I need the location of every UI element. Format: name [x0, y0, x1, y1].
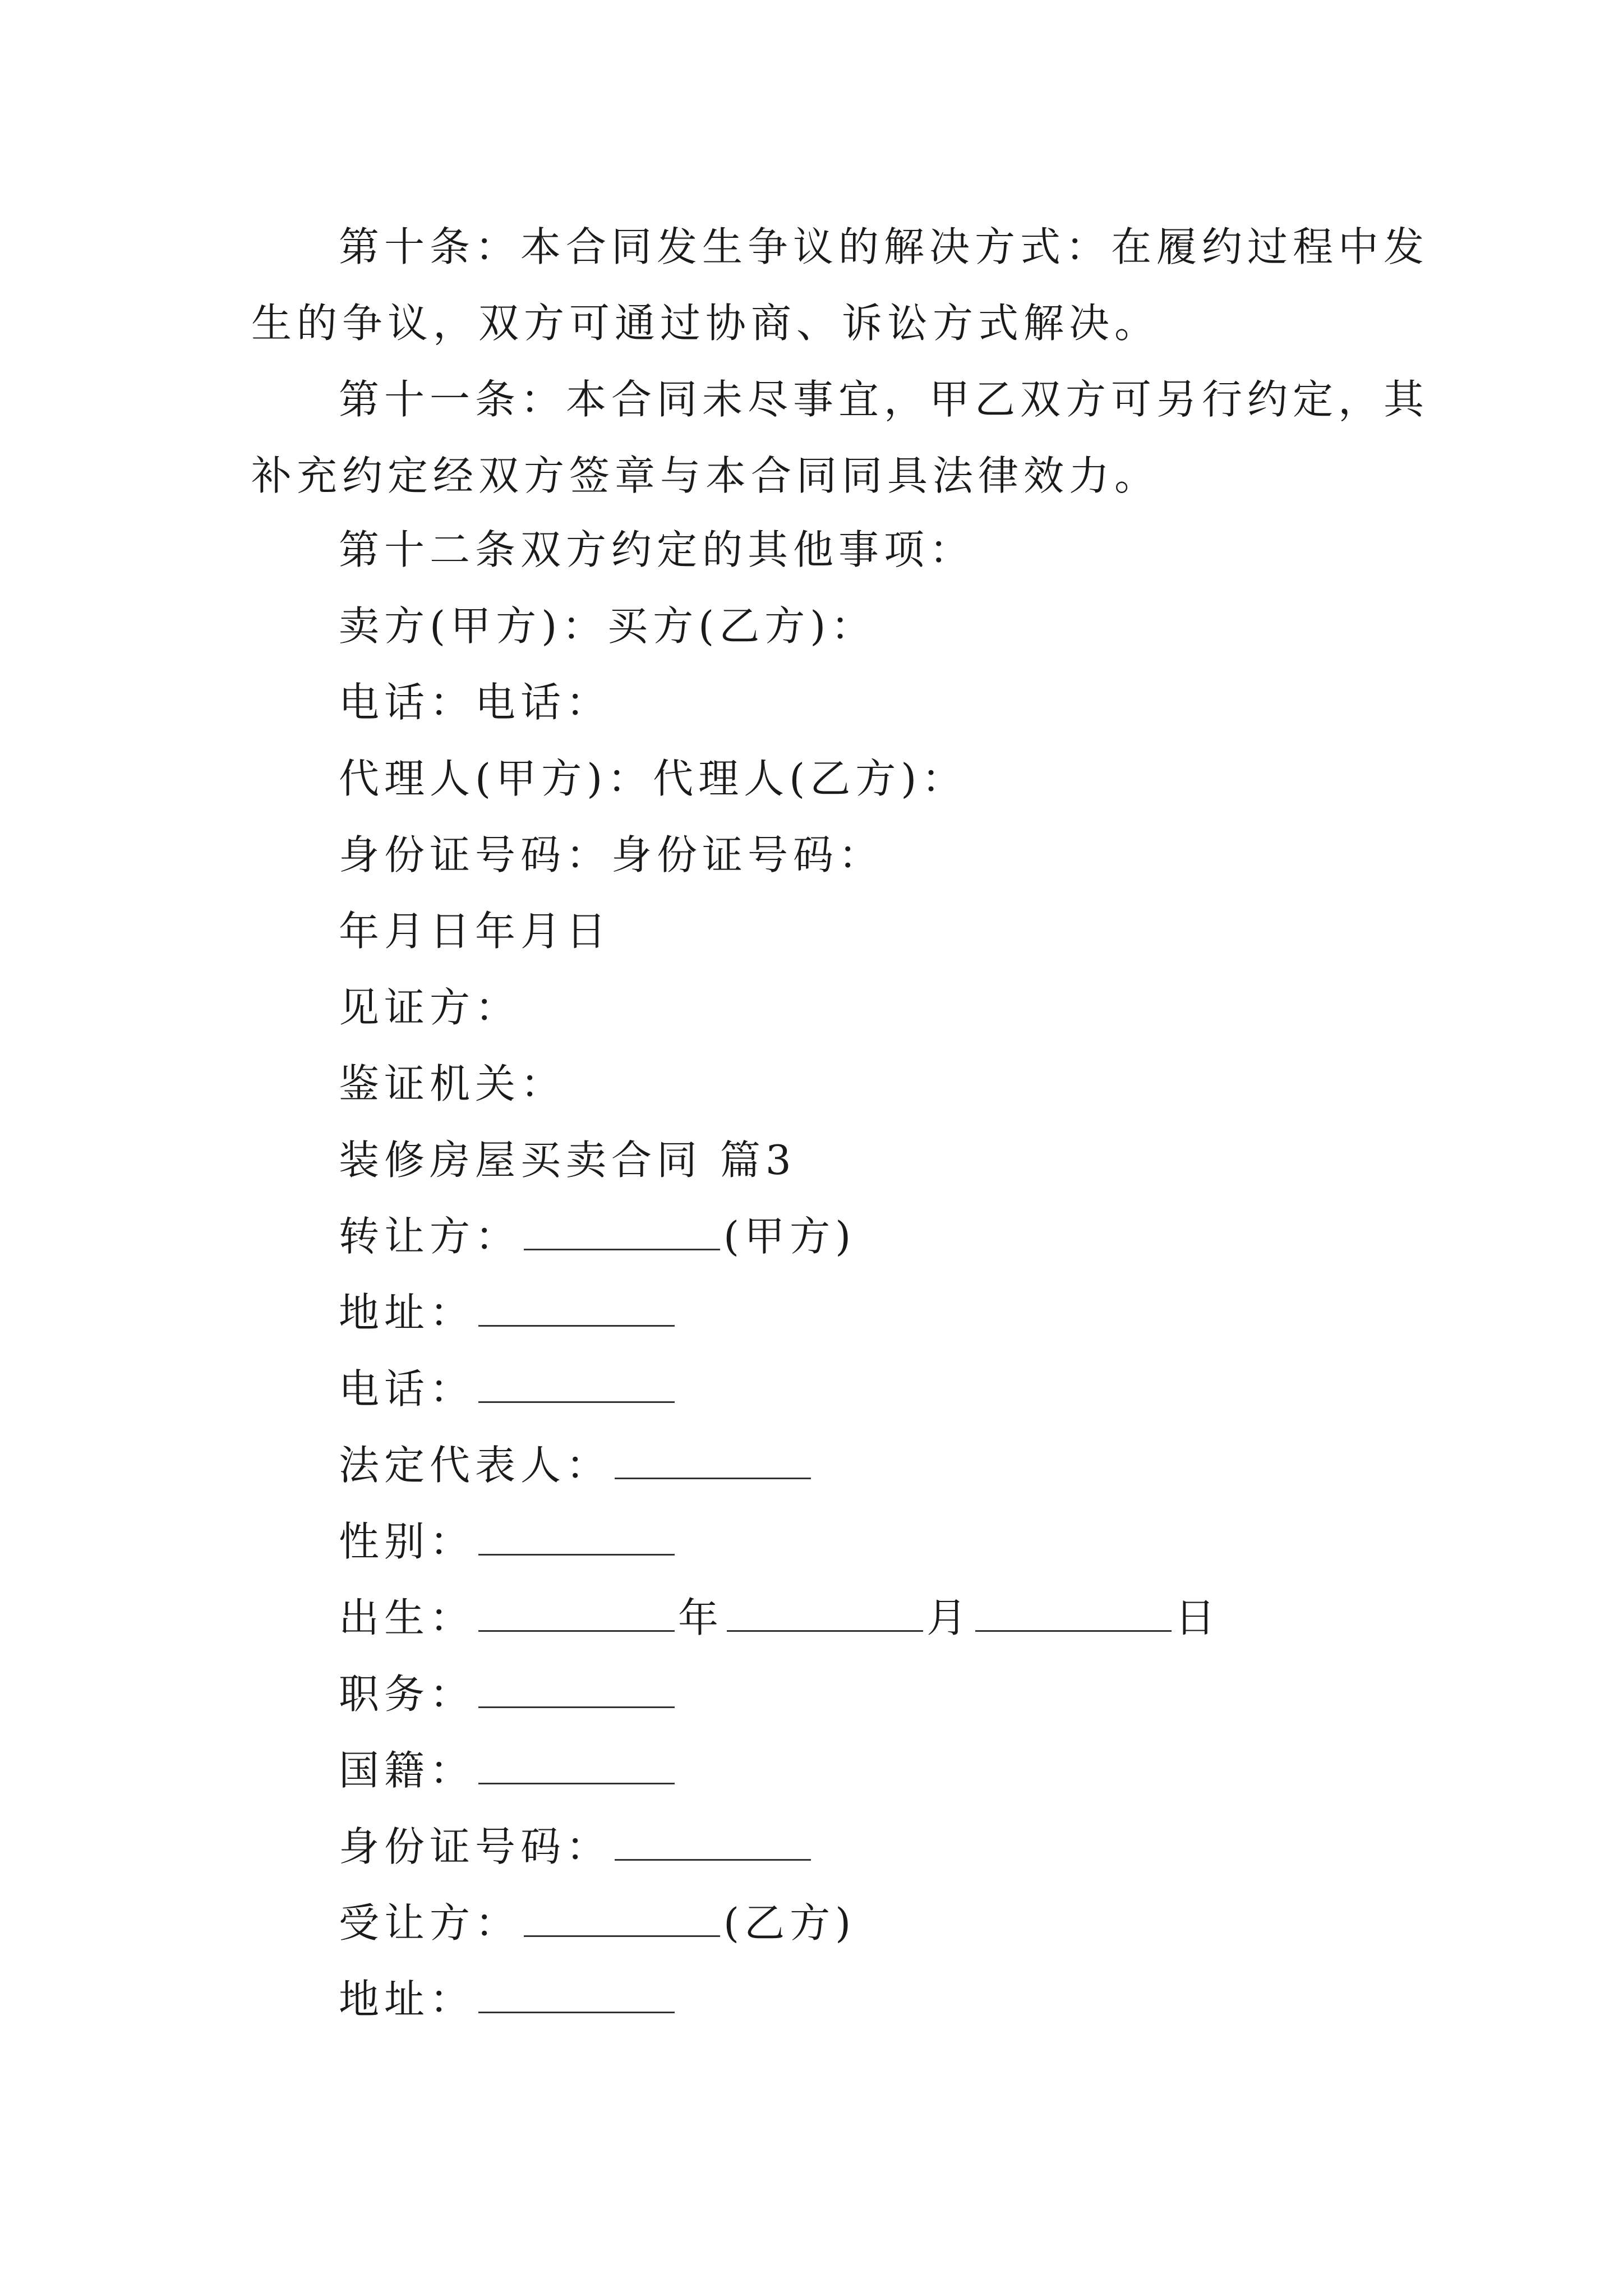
legal-rep-line — [339, 1438, 814, 1492]
position-label: 职务： — [339, 1671, 476, 1718]
nationality-blank — [478, 1751, 675, 1784]
address2-blank — [478, 1980, 675, 2013]
birth-month-blank — [727, 1599, 923, 1632]
id-pair-line: 身份证号码：身份证号码： — [339, 831, 884, 878]
id-label: 身份证号码： — [339, 1823, 612, 1870]
address-label: 地址： — [339, 1289, 476, 1336]
article-10-line2: 生的争议，双方可通过协商、诉讼方式解决。 — [251, 300, 1160, 347]
nationality-line — [339, 1743, 678, 1797]
phone-line — [339, 1362, 678, 1416]
birth-year: 年 — [678, 1594, 724, 1641]
gender-line — [339, 1515, 678, 1568]
transferor-line — [339, 1209, 856, 1263]
phone-label: 电话： — [339, 1365, 476, 1412]
legal-rep-label: 法定代表人： — [339, 1442, 612, 1489]
article-12: 第十二条双方约定的其他事项： — [339, 526, 975, 573]
birth-day: 日 — [1175, 1594, 1221, 1641]
gender-blank — [478, 1522, 675, 1556]
article-11-line1: 第十一条：本合同未尽事宜，甲乙双方可另行约定，其 — [339, 376, 1430, 423]
address2-line — [339, 1972, 678, 2026]
article-11 — [251, 361, 1430, 514]
birth-line — [339, 1591, 1220, 1645]
birth-month: 月 — [926, 1594, 972, 1641]
transferor-suffix: (甲方) — [723, 1213, 856, 1260]
transferor-label: 转让方： — [339, 1213, 521, 1260]
transferor-blank — [524, 1217, 720, 1250]
birth-day-blank — [975, 1599, 1172, 1632]
phone-blank — [478, 1370, 675, 1403]
agent-pair-line: 代理人(甲方)：代理人(乙方)： — [339, 755, 967, 802]
id-line — [339, 1820, 814, 1874]
phone-pair-line: 电话：电话： — [339, 679, 612, 726]
transferee-line — [339, 1896, 856, 1950]
gender-label: 性别： — [339, 1518, 476, 1565]
seller-buyer-line: 卖方(甲方)：买方(乙方)： — [339, 602, 877, 650]
transferee-suffix: (乙方) — [723, 1899, 856, 1947]
position-blank — [478, 1675, 675, 1708]
authority-line: 鉴证机关： — [339, 1060, 566, 1107]
legal-rep-blank — [615, 1446, 811, 1479]
witness-line: 见证方： — [339, 984, 521, 1031]
date-pair-line: 年月日年月日 — [339, 908, 612, 955]
birth-label: 出生： — [339, 1594, 476, 1641]
article-11-line2: 补充约定经双方签章与本合同同具法律效力。 — [251, 452, 1160, 499]
transferee-label: 受让方： — [339, 1899, 521, 1947]
address-blank — [478, 1294, 675, 1327]
transferee-blank — [524, 1904, 720, 1937]
birth-year-blank — [478, 1599, 675, 1632]
nationality-label: 国籍： — [339, 1747, 476, 1794]
id-blank — [615, 1828, 811, 1861]
position-line — [339, 1667, 678, 1721]
section-title: 装修房屋买卖合同 篇3 — [339, 1137, 796, 1184]
address2-label: 地址： — [339, 1976, 476, 2023]
address-line — [339, 1286, 678, 1340]
article-10 — [251, 209, 1430, 361]
article-10-line1: 第十条：本合同发生争议的解决方式：在履约过程中发 — [339, 223, 1430, 270]
